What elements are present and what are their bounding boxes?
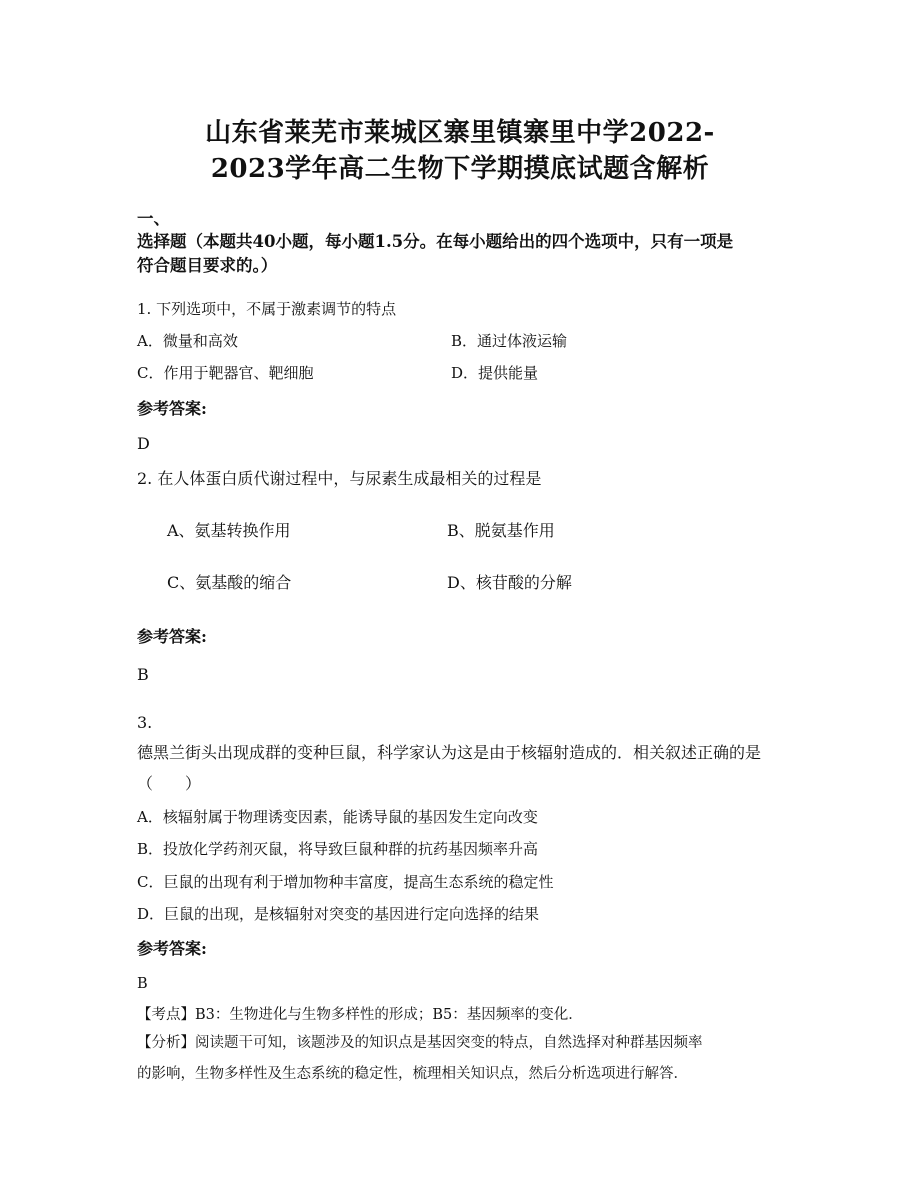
question-1-option-a: A．微量和高效 xyxy=(137,332,238,350)
question-3-stem: 德黑兰街头出现成群的变种巨鼠，科学家认为这是由于核辐射造成的．相关叙述正确的是 xyxy=(137,743,762,762)
question-3-option-a: A．核辐射属于物理诱变因素，能诱导鼠的基因发生定向改变 xyxy=(137,808,538,826)
question-2-option-d: D、核苷酸的分解 xyxy=(447,573,572,592)
question-1-stem: 1. 下列选项中，不属于激素调节的特点 xyxy=(137,300,397,318)
question-3-fenxi-line1: 【分析】阅读题干可知，该题涉及的知识点是基因突变的特点，自然选择对种群基因频率 xyxy=(137,1035,703,1051)
question-3-option-c: C．巨鼠的出现有利于增加物种丰富度，提高生态系统的稳定性 xyxy=(137,873,554,891)
question-1-answer: D xyxy=(137,434,150,453)
question-1-option-b: B．通过体液运输 xyxy=(451,332,568,350)
question-2-answer-label: 参考答案: xyxy=(137,627,207,646)
question-2-option-c: C、氨基酸的缩合 xyxy=(167,573,292,592)
section-number: 一、 xyxy=(137,209,170,228)
question-1-option-c: C．作用于靶器官、靶细胞 xyxy=(137,364,314,382)
question-2-option-a: A、氨基转换作用 xyxy=(167,521,291,540)
question-3-number: 3. xyxy=(137,713,153,732)
section-instruction-line1: 选择题（本题共40小题，每小题1.5分。在每小题给出的四个选项中，只有一项是 xyxy=(137,232,734,251)
question-3-fenxi-line2: 的影响，生物多样性及生态系统的稳定性，梳理相关知识点，然后分析选项进行解答． xyxy=(137,1066,688,1082)
section-instruction-line2: 符合题目要求的。） xyxy=(137,256,278,275)
document-title-line1: 山东省莱芜市莱城区寨里镇寨里中学2022- xyxy=(205,118,715,148)
document-title-line2: 2023学年高二生物下学期摸底试题含解析 xyxy=(210,154,710,184)
question-2-answer: B xyxy=(137,665,149,684)
question-2-option-b: B、脱氨基作用 xyxy=(447,521,555,540)
question-1-option-d: D．提供能量 xyxy=(451,364,539,382)
question-3-kaodian: 【考点】B3：生物进化与生物多样性的形成；B5：基因频率的变化． xyxy=(137,1007,583,1023)
question-1-answer-label: 参考答案: xyxy=(137,399,207,418)
question-2-stem: 2. 在人体蛋白质代谢过程中，与尿素生成最相关的过程是 xyxy=(137,469,542,488)
question-3-answer-label: 参考答案: xyxy=(137,939,207,958)
question-3-answer: B xyxy=(137,976,148,992)
question-3-option-d: D．巨鼠的出现，是核辐射对突变的基因进行定向选择的结果 xyxy=(137,905,540,923)
question-3-option-b: B．投放化学药剂灭鼠，将导致巨鼠种群的抗药基因频率升高 xyxy=(137,840,539,858)
question-3-paren: （ ） xyxy=(137,774,202,793)
